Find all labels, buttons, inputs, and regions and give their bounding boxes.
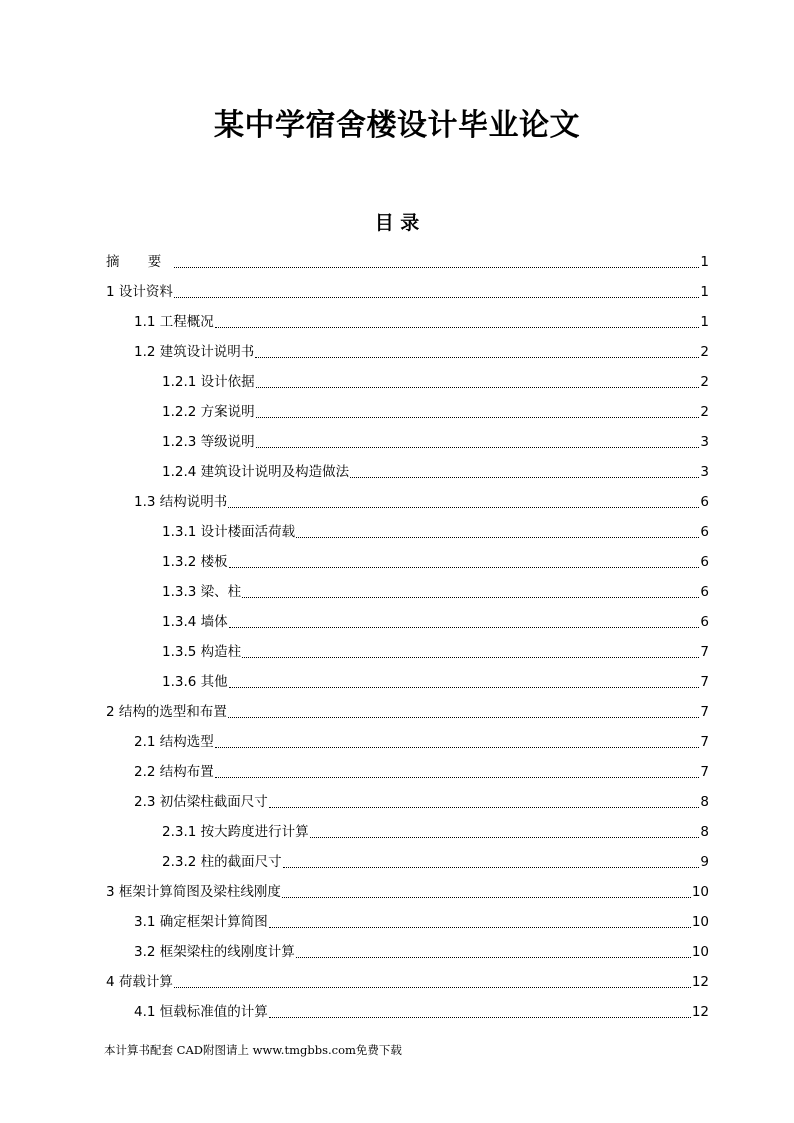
dot-leader xyxy=(296,957,691,958)
toc-entry-page: 2 xyxy=(700,374,709,390)
toc-entry-label: 1.2.3 等级说明 xyxy=(162,434,255,450)
toc-entry-label: 1.3.1 设计楼面活荷载 xyxy=(162,524,296,540)
toc-entry[interactable] xyxy=(106,307,709,337)
toc-entry-page: 7 xyxy=(700,734,709,750)
toc-entry-page: 10 xyxy=(691,944,709,960)
toc-entry-page: 10 xyxy=(691,884,709,900)
toc-entry[interactable] xyxy=(106,727,709,757)
toc-entry-label: 1.3.2 楼板 xyxy=(162,554,228,570)
toc-entry-page: 3 xyxy=(700,464,709,480)
toc-entry[interactable] xyxy=(106,427,709,457)
toc-entry-label: 2.2 结构布置 xyxy=(134,764,214,780)
toc-entry-label: 1.3.3 梁、柱 xyxy=(162,584,242,600)
dot-leader xyxy=(255,357,699,358)
toc-entry[interactable] xyxy=(106,277,709,307)
dot-leader xyxy=(256,417,700,418)
toc-entry-label: 2.3.2 柱的截面尺寸 xyxy=(162,854,282,870)
toc-entry-page: 9 xyxy=(700,854,709,870)
dot-leader xyxy=(174,297,700,298)
dot-leader xyxy=(310,837,700,838)
dot-leader xyxy=(242,657,699,658)
toc-entry-label: 1.2.1 设计依据 xyxy=(162,374,255,390)
toc-entry[interactable] xyxy=(106,697,709,727)
document-title: 某中学宿舍楼设计毕业论文 xyxy=(214,108,580,143)
dot-leader xyxy=(269,927,691,928)
toc-entry[interactable] xyxy=(106,457,709,487)
toc-entry[interactable] xyxy=(106,607,709,637)
toc-entry-page: 7 xyxy=(700,704,709,720)
toc-entry-page: 12 xyxy=(691,974,709,990)
toc-entry-page: 6 xyxy=(700,614,709,630)
toc-entry[interactable] xyxy=(106,997,709,1027)
toc-entry-label: 1.2 建筑设计说明书 xyxy=(134,344,255,360)
dot-leader xyxy=(215,747,700,748)
dot-leader xyxy=(228,717,700,718)
toc-entry[interactable] xyxy=(106,937,709,967)
toc-entry-page: 6 xyxy=(700,554,709,570)
toc-entry-page: 8 xyxy=(700,824,709,840)
toc-entry[interactable] xyxy=(106,817,709,847)
toc-entry-label: 1.1 工程概况 xyxy=(134,314,214,330)
toc-entry-label: 2.3 初估梁柱截面尺寸 xyxy=(134,794,268,810)
dot-leader xyxy=(229,567,700,568)
dot-leader xyxy=(296,537,699,538)
toc-entry-label: 3.2 框架梁柱的线刚度计算 xyxy=(134,944,295,960)
table-of-contents xyxy=(106,247,709,1027)
toc-entry-page: 1 xyxy=(700,314,709,330)
toc-entry[interactable] xyxy=(106,397,709,427)
dot-leader xyxy=(282,897,691,898)
dot-leader xyxy=(242,597,699,598)
toc-entry[interactable] xyxy=(106,967,709,997)
dot-leader xyxy=(350,477,699,478)
toc-entry-label: 1.3.4 墙体 xyxy=(162,614,228,630)
toc-entry[interactable] xyxy=(106,847,709,877)
dot-leader xyxy=(269,807,700,808)
toc-entry-label: 1.3 结构说明书 xyxy=(134,494,228,510)
toc-entry-page: 6 xyxy=(700,524,709,540)
toc-entry-page: 3 xyxy=(700,434,709,450)
toc-entry-label: 2 结构的选型和布置 xyxy=(106,704,227,720)
dot-leader xyxy=(256,387,700,388)
toc-entry-page: 7 xyxy=(700,674,709,690)
toc-entry-label: 3 框架计算简图及梁柱线刚度 xyxy=(106,884,281,900)
toc-entry[interactable] xyxy=(106,757,709,787)
toc-entry-page: 1 xyxy=(700,254,709,270)
toc-entry-label: 3.1 确定框架计算简图 xyxy=(134,914,268,930)
dot-leader xyxy=(174,267,699,268)
toc-entry[interactable] xyxy=(106,877,709,907)
toc-heading: 目 录 xyxy=(374,212,420,234)
toc-entry-page: 7 xyxy=(700,644,709,660)
toc-entry-label: 1.2.2 方案说明 xyxy=(162,404,255,420)
toc-entry[interactable] xyxy=(106,337,709,367)
toc-entry-label: 2.1 结构选型 xyxy=(134,734,214,750)
dot-leader xyxy=(229,627,700,628)
toc-entry-label: 1.3.6 其他 xyxy=(162,674,228,690)
toc-entry-page: 1 xyxy=(700,284,709,300)
toc-entry-label: 2.3.1 按大跨度进行计算 xyxy=(162,824,309,840)
dot-leader xyxy=(228,507,699,508)
toc-entry[interactable] xyxy=(106,517,709,547)
toc-entry-page: 2 xyxy=(700,404,709,420)
toc-entry-page: 12 xyxy=(691,1004,709,1020)
dot-leader xyxy=(283,867,700,868)
toc-entry-label: 摘 要 xyxy=(106,254,174,270)
toc-entry-page: 6 xyxy=(700,584,709,600)
dot-leader xyxy=(229,687,700,688)
toc-entry-page: 8 xyxy=(700,794,709,810)
toc-entry[interactable] xyxy=(106,577,709,607)
toc-entry-label: 1.2.4 建筑设计说明及构造做法 xyxy=(162,464,350,480)
toc-entry[interactable] xyxy=(106,547,709,577)
toc-entry-page: 10 xyxy=(691,914,709,930)
toc-entry[interactable] xyxy=(106,907,709,937)
dot-leader xyxy=(215,327,700,328)
toc-entry[interactable] xyxy=(106,487,709,517)
dot-leader xyxy=(215,777,700,778)
toc-entry-label: 1 设计资料 xyxy=(106,284,173,300)
dot-leader xyxy=(269,1017,691,1018)
footer-note: 本计算书配套 CAD附图请上 www.tmgbbs.com免费下载 xyxy=(104,1043,402,1057)
toc-entry-page: 7 xyxy=(700,764,709,780)
toc-entry[interactable] xyxy=(106,367,709,397)
toc-entry-label: 4 荷载计算 xyxy=(106,974,173,990)
toc-entry[interactable] xyxy=(106,787,709,817)
toc-entry[interactable] xyxy=(106,667,709,697)
toc-entry-page: 6 xyxy=(700,494,709,510)
dot-leader xyxy=(256,447,700,448)
toc-entry-label: 1.3.5 构造柱 xyxy=(162,644,242,660)
toc-entry-page: 2 xyxy=(700,344,709,360)
dot-leader xyxy=(174,987,691,988)
toc-entry-label: 4.1 恒载标准值的计算 xyxy=(134,1004,268,1020)
toc-entry[interactable] xyxy=(106,247,709,277)
toc-entry[interactable] xyxy=(106,637,709,667)
